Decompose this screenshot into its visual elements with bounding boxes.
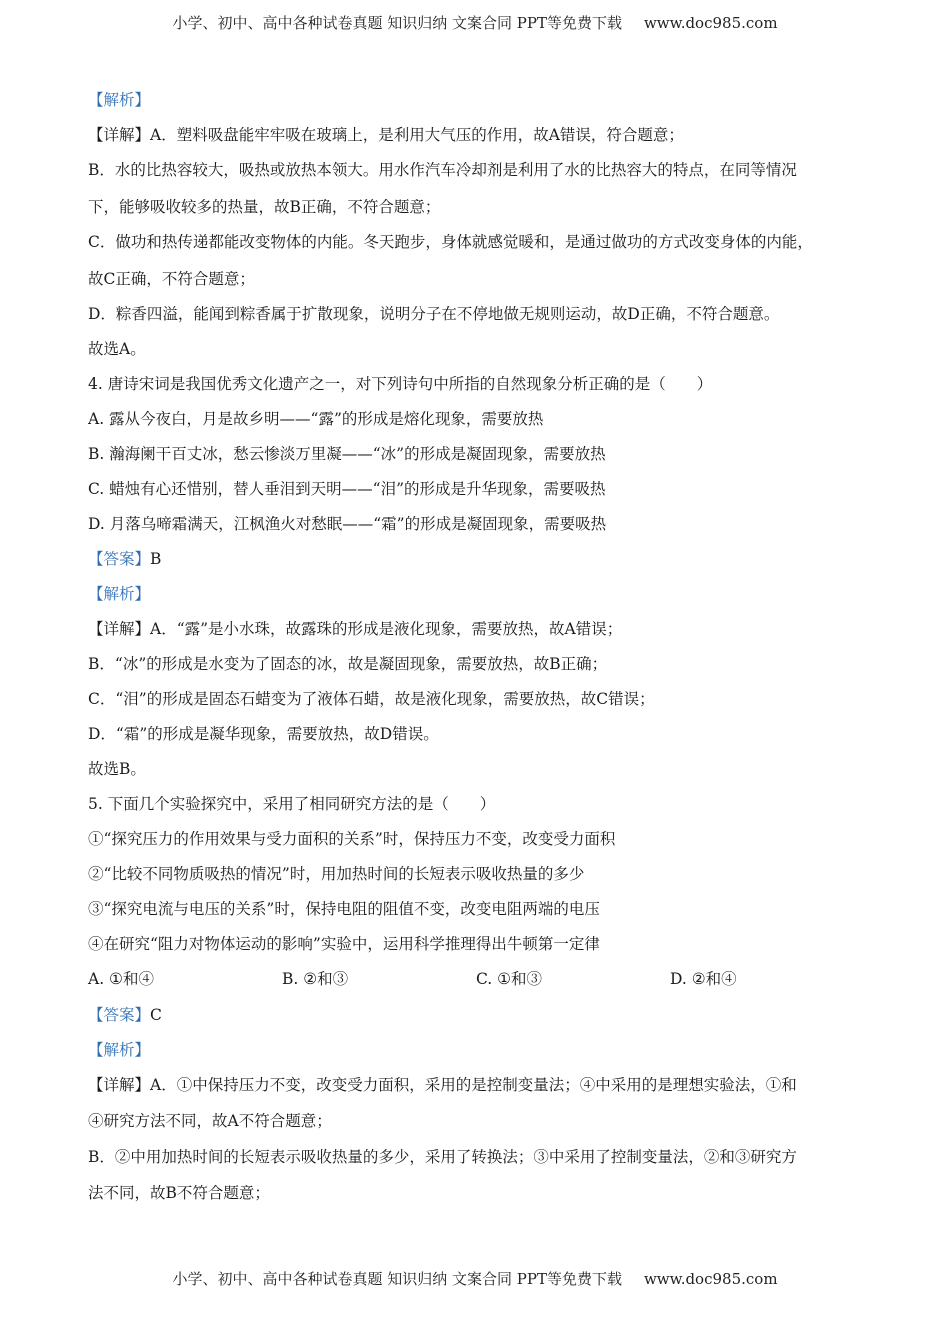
detail-line: C．“泪”的形成是固态石蜡变为了液体石蜡，故是液化现象，需要放热，故C错误；: [88, 690, 655, 708]
answer-value: C: [150, 1006, 162, 1024]
question-item: ②“比较不同物质吸热的情况”时，用加热时间的长短表示吸收热量的多少: [88, 865, 585, 883]
question-option: D. 月落乌啼霜满天，江枫渔火对愁眠——“霜”的形成是凝固现象，需要吸热: [88, 515, 607, 533]
detail-line: D．粽香四溢，能闻到粽香属于扩散现象，说明分子在不停地做无规则运动，故D正确，不符合题意。: [88, 305, 780, 323]
detail-line: 故C正确，不符合题意；: [88, 270, 255, 288]
page-header: [0, 12, 950, 33]
detail-line: [88, 124, 868, 146]
detail-line: 法不同，故B不符合题意；: [88, 1184, 270, 1202]
question-item: ④在研究“阻力对物体运动的影响”实验中，运用科学推理得出牛顿第一定律: [88, 935, 600, 953]
conclusion: 故选B。: [88, 760, 146, 778]
option-a: A. ①和④: [88, 970, 154, 988]
footer-text: 小学、初中、高中各种试卷真题 知识归纳 文案合同 PPT等免费下载: [172, 1270, 622, 1288]
detail-line: B．水的比热容较大，吸热或放热本领大。用水作汽车冷却剂是利用了水的比热容大的特点，在同等情况: [88, 161, 797, 179]
detail-text: A．塑料吸盘能牢牢吸在玻璃上，是利用大气压的作用，故A错误，符合题意；: [150, 126, 684, 144]
detail-tag: 【详解】: [88, 620, 151, 638]
detail-line: C．做功和热传递都能改变物体的内能。冬天跑步，身体就感觉暖和，是通过做功的方式改变身体的内能，: [88, 233, 813, 251]
answer-tag: 【答案】: [88, 550, 151, 568]
answer-tag: 【答案】: [88, 1006, 151, 1024]
answer-line: [88, 548, 868, 570]
analysis-tag: 【解析】: [88, 91, 151, 109]
detail-text: A．“露”是小水珠，故露珠的形成是液化现象，需要放热，故A错误；: [150, 620, 623, 638]
detail-line: 下，能够吸收较多的热量，故B正确，不符合题意；: [88, 198, 441, 216]
analysis-tag: 【解析】: [88, 585, 151, 603]
question-stem: 4. 唐诗宋词是我国优秀文化遗产之一，对下列诗句中所指的自然现象分析正确的是（ ）: [88, 375, 713, 393]
option-b: B. ②和③: [282, 970, 349, 988]
detail-line: ④研究方法不同，故A不符合题意；: [88, 1112, 332, 1130]
footer-url[interactable]: www.doc985.com: [643, 1270, 778, 1288]
detail-line: B．②中用加热时间的长短表示吸收热量的多少，采用了转换法；③中采用了控制变量法，②和③研究方: [88, 1148, 797, 1166]
answer-line: [88, 1004, 868, 1026]
conclusion: 故选A。: [88, 340, 146, 358]
page-footer: [0, 1268, 950, 1289]
question-item: ③“探究电流与电压的关系”时，保持电阻的阻值不变，改变电阻两端的电压: [88, 900, 600, 918]
question-option: C. 蜡烛有心还惜别，替人垂泪到天明——“泪”的形成是升华现象，需要吸热: [88, 480, 606, 498]
option-d: D. ②和④: [670, 970, 737, 988]
question-option: B. 瀚海阑干百丈冰，愁云惨淡万里凝——“冰”的形成是凝固现象，需要放热: [88, 445, 606, 463]
header-url[interactable]: www.doc985.com: [643, 14, 778, 32]
question-stem: 5. 下面几个实验探究中，采用了相同研究方法的是（ ）: [88, 795, 496, 813]
option-c: C. ①和③: [476, 970, 543, 988]
question-option: A. 露从今夜白，月是故乡明——“露”的形成是熔化现象，需要放热: [88, 410, 544, 428]
detail-line: [88, 618, 868, 640]
detail-tag: 【详解】: [88, 126, 151, 144]
question-item: ①“探究压力的作用效果与受力面积的关系”时，保持压力不变，改变受力面积: [88, 830, 616, 848]
detail-line: D．“霜”的形成是凝华现象，需要放热，故D错误。: [88, 725, 439, 743]
detail-tag: 【详解】: [88, 1076, 151, 1094]
detail-text: A．①中保持压力不变，改变受力面积，采用的是控制变量法；④中采用的是理想实验法，①和: [150, 1076, 797, 1094]
detail-line: [88, 1074, 868, 1096]
header-text: 小学、初中、高中各种试卷真题 知识归纳 文案合同 PPT等免费下载: [172, 14, 622, 32]
answer-value: B: [150, 550, 162, 568]
detail-line: B．“冰”的形成是水变为了固态的冰，故是凝固现象，需要放热，故B正确；: [88, 655, 608, 673]
analysis-tag: 【解析】: [88, 1041, 151, 1059]
